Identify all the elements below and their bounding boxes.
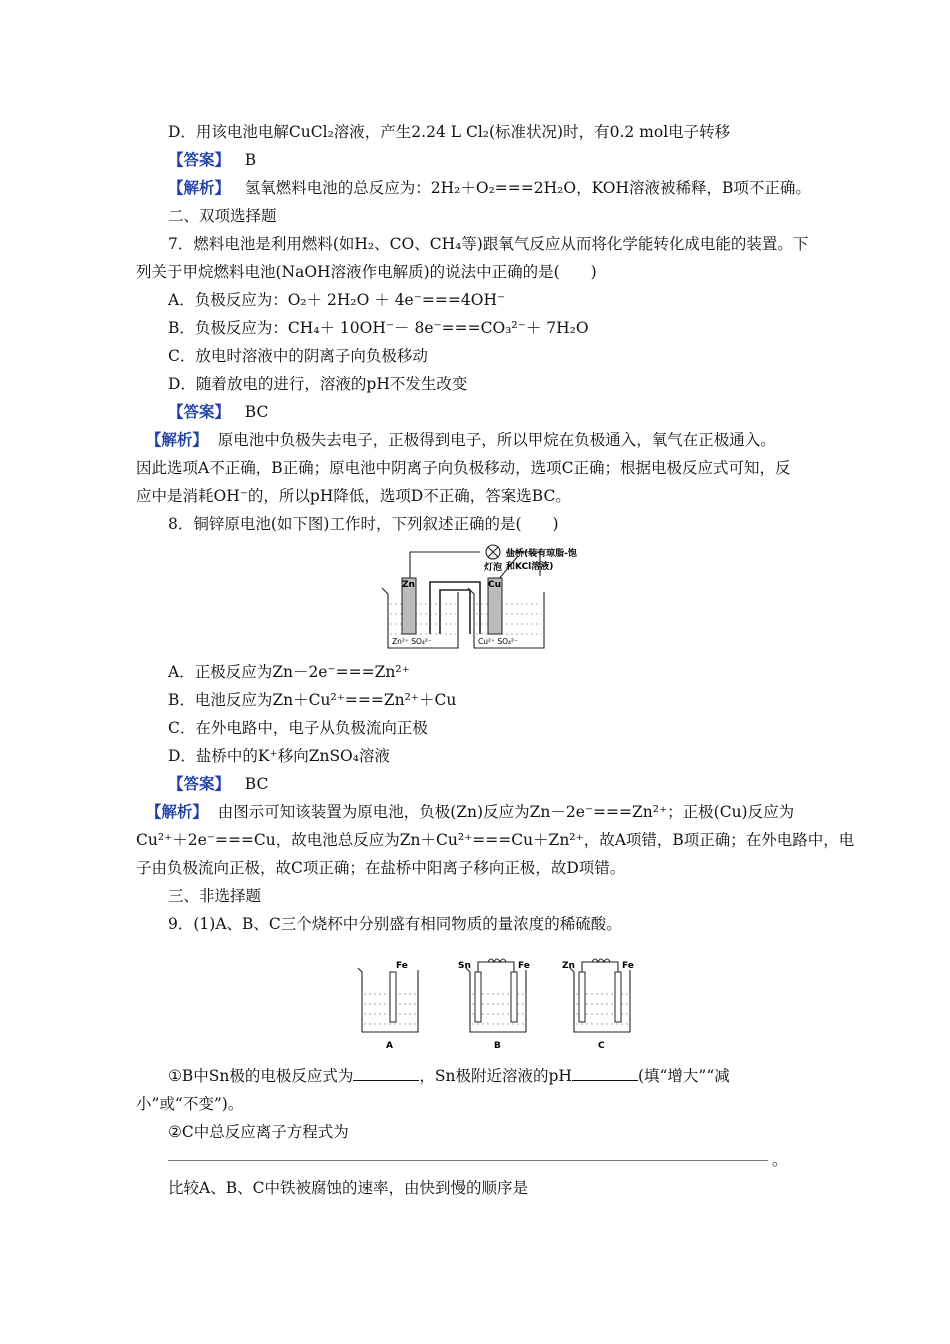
analysis-text: 氢氧燃料电池的总反应为：2H₂＋O₂===2H₂O，KOH溶液被稀释，B项不正确。: [244, 179, 811, 197]
q8-analysis-line-1: [136, 798, 840, 826]
analysis-tag: 【解析】: [145, 802, 208, 821]
left-ions-label: Zn²⁺ SO₄²⁻: [392, 637, 432, 646]
corrosion-beakers-figure: [350, 952, 640, 1054]
salt-bridge-label-1: 盐桥(装有琼脂-饱: [506, 549, 577, 559]
q8-option-d: D．盐桥中的K⁺移向ZnSO₄溶液: [168, 747, 390, 765]
zn-label-c: Zn: [562, 961, 575, 971]
right-ions-label: Cu²⁺ SO₄²⁻: [478, 637, 518, 646]
q6-analysis: [168, 174, 840, 202]
equation-answer-blank[interactable]: [168, 1160, 768, 1161]
q9-part-1: ①B中Sn极的电极反应式为 ，Sn极附近溶液的pH (填“增大”“减: [168, 1062, 840, 1090]
wire-b: [478, 962, 514, 976]
bulb-label: 灯泡: [484, 563, 503, 573]
q8-option-a: A．正极反应为Zn－2e⁻===Zn²⁺: [168, 663, 410, 681]
analysis-text: 由图示可知该装置为原电池，负极(Zn)反应为Zn－2e⁻===Zn²⁺；正极(Cu)反应为: [217, 803, 795, 821]
fe-electrode-a: [390, 972, 396, 1022]
q8-option-b: B．电池反应为Zn＋Cu²⁺===Zn²⁺＋Cu: [168, 691, 457, 709]
q8-analysis-line-3: 子由负极流向正极，故C项正确；在盐桥中阳离子移向正极，故D项错。: [136, 859, 626, 877]
salt-bridge: [430, 582, 480, 634]
q8-stem: 8．铜锌原电池(如下图)工作时，下列叙述正确的是( ): [168, 515, 559, 533]
period-mark: 。: [772, 1151, 788, 1169]
analysis-tag: 【解析】: [168, 178, 231, 197]
fe-label-c: Fe: [622, 961, 634, 971]
q7-stem-line-2: 列关于甲烷燃料电池(NaOH溶液作电解质)的说法中正确的是( ): [136, 263, 597, 281]
section-heading-2: 二、双项选择题: [168, 207, 277, 225]
q9-part-1-line-2: 小”或“不变”)。: [136, 1095, 244, 1113]
cu-label: Cu: [488, 580, 502, 590]
beaker-b-label: B: [494, 1041, 501, 1051]
answer-blank[interactable]: [572, 1064, 638, 1081]
q7-analysis-line-1: [136, 426, 840, 454]
fe-label-b: Fe: [518, 961, 530, 971]
beaker-a: [358, 968, 418, 1032]
answer-tag: 【答案】: [168, 150, 231, 169]
fe-electrode-c: [615, 972, 621, 1022]
q7-option-c: C．放电时溶液中的阴离子向负极移动: [168, 347, 428, 365]
fe-electrode-b: [511, 972, 517, 1022]
q7-option-d: D．随着放电的进行，溶液的pH不发生改变: [168, 375, 468, 393]
wire-c: [582, 962, 618, 976]
answer-tag: 【答案】: [168, 774, 231, 793]
answer-value: BC: [244, 775, 269, 793]
zn-label: Zn: [402, 580, 415, 590]
zn-electrode-c: [579, 972, 585, 1022]
section-heading-3: 三、非选择题: [168, 887, 262, 905]
q7-option-b: B．负极反应为：CH₄＋ 10OH⁻－ 8e⁻===CO₃²⁻＋ 7H₂O: [168, 319, 589, 337]
answer-blank[interactable]: [353, 1064, 419, 1081]
beaker-a-label: A: [386, 1041, 393, 1051]
q9-compare: 比较A、B、C中铁被腐蚀的速率，由快到慢的顺序是: [168, 1179, 528, 1197]
q7-stem-line-1: 7．燃料电池是利用燃料(如H₂、CO、CH₄等)跟氧气反应从而将化学能转化成电能的装置。下: [168, 235, 809, 253]
sn-label-b: Sn: [458, 961, 471, 971]
galvanic-cell-figure: [380, 542, 610, 656]
sn-electrode-b: [475, 972, 481, 1022]
beaker-c-label: C: [598, 1041, 605, 1051]
answer-value: BC: [244, 403, 269, 421]
answer-tag: 【答案】: [168, 402, 231, 421]
q7-answer: [168, 398, 840, 426]
answer-value: B: [244, 151, 257, 169]
salt-bridge-label-2: 和KCl溶液): [506, 562, 554, 572]
q9-part-2: ②C中总反应离子方程式为: [168, 1123, 349, 1141]
analysis-tag: 【解析】: [145, 430, 208, 449]
q7-analysis-line-2: 因此选项A不正确，B正确；原电池中阴离子向负极移动，选项C正确；根据电极反应式可知，反: [136, 459, 791, 477]
q7-option-a: A．负极反应为：O₂＋ 2H₂O ＋ 4e⁻===4OH⁻: [168, 291, 506, 309]
q9-stem: 9．(1)A、B、C三个烧杯中分别盛有相同物质的量浓度的稀硫酸。: [168, 915, 622, 933]
q8-analysis-line-2: Cu²⁺＋2e⁻===Cu，故电池总反应为Zn＋Cu²⁺===Cu＋Zn²⁺，故A项错，B项正确；在外电路中，电: [136, 831, 855, 849]
q8-option-c: C．在外电路中，电子从负极流向正极: [168, 719, 428, 737]
q6-answer: [168, 146, 840, 174]
q6-option-d: D．用该电池电解CuCl₂溶液，产生2.24 L Cl₂(标准状况)时，有0.2 mol电子转移: [168, 123, 731, 141]
q8-answer: [168, 770, 840, 798]
analysis-text: 原电池中负极失去电子，正极得到电子，所以甲烷在负极通入，氧气在正极通入。: [217, 431, 776, 449]
q7-analysis-line-3: 应中是消耗OH⁻的，所以pH降低，选项D不正确，答案选BC。: [136, 487, 571, 505]
fe-label-a: Fe: [396, 961, 408, 971]
